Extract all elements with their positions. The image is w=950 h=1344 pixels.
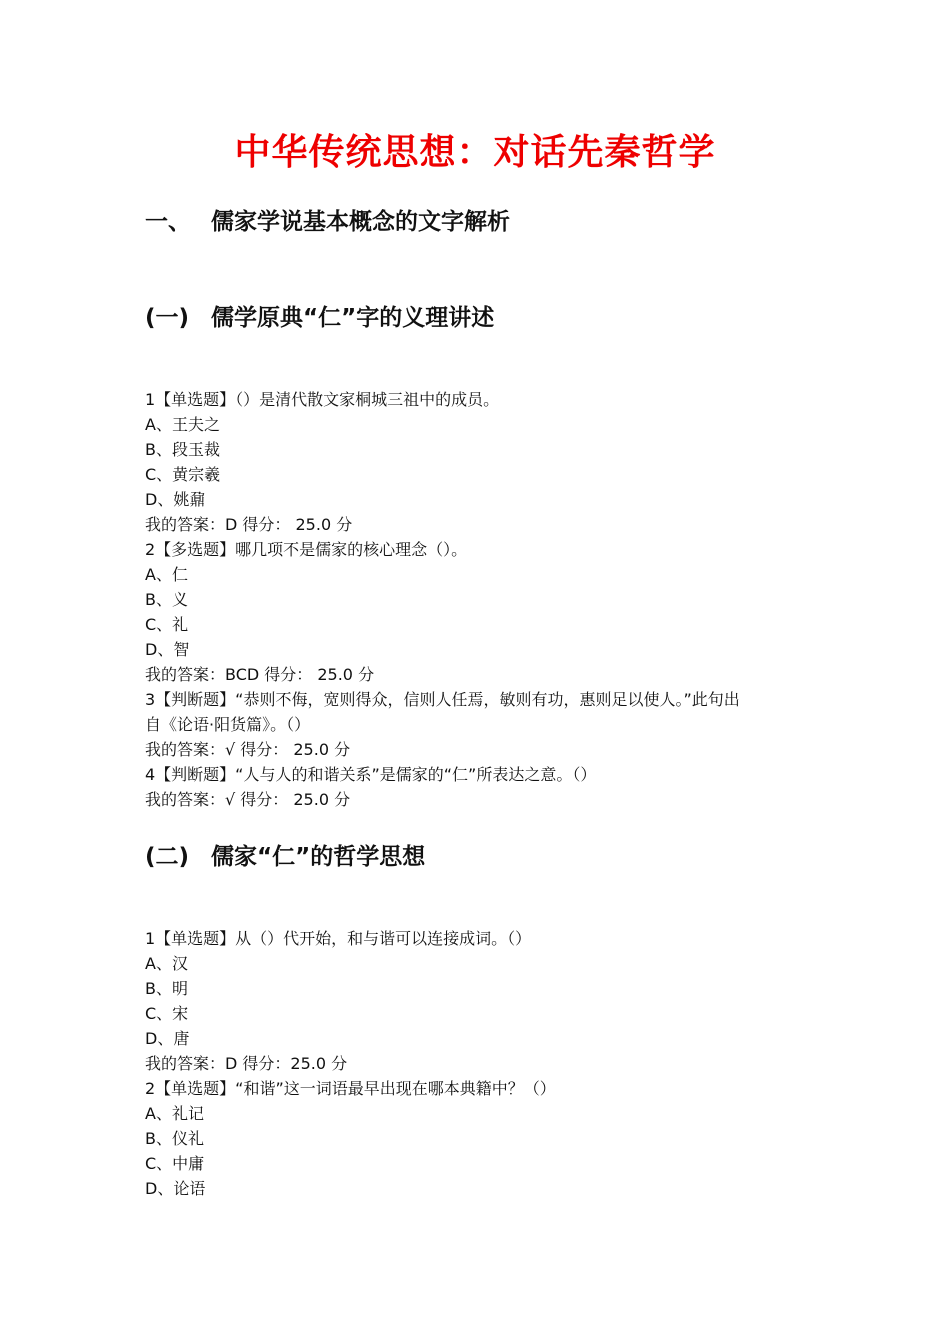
- option: B、段玉裁: [145, 440, 220, 459]
- question-list-2: [145, 926, 815, 1201]
- question-list-1: [145, 387, 815, 812]
- option: A、仁: [145, 565, 188, 584]
- option: D、智: [145, 640, 190, 659]
- option: A、王夫之: [145, 415, 220, 434]
- section-number: (二): [145, 844, 190, 870]
- option: C、黄宗羲: [145, 465, 221, 484]
- question-stem: 1【单选题】从（）代开始，和与谐可以连接成词。（）: [145, 929, 532, 948]
- question-stem: 3【判断题】“恭则不侮，宽则得众，信则人任焉，敏则有功，惠则足以使人。”此句出: [145, 690, 740, 709]
- chapter-number: 一、: [145, 209, 191, 235]
- option: D、姚鼐: [145, 490, 206, 509]
- option: A、汉: [145, 954, 188, 973]
- chapter-heading: [145, 207, 510, 237]
- answer-line: 我的答案：BCD 得分： 25.0 分: [145, 665, 375, 684]
- section-heading-1: [145, 303, 494, 333]
- option: B、明: [145, 979, 188, 998]
- option: A、礼记: [145, 1104, 204, 1123]
- answer-line: 我的答案：D 得分： 25.0 分: [145, 515, 353, 534]
- section-number: (一): [145, 305, 190, 331]
- question-stem: 4【判断题】“人与人的和谐关系”是儒家的“仁”所表达之意。（）: [145, 765, 597, 784]
- document-title: 中华传统思想：对话先秦哲学: [234, 131, 716, 173]
- chapter-title: 儒家学说基本概念的文字解析: [211, 209, 510, 235]
- section-title: 儒学原典“仁”字的义理讲述: [211, 305, 495, 331]
- option: D、论语: [145, 1179, 206, 1198]
- answer-line: 我的答案：D 得分：25.0 分: [145, 1054, 348, 1073]
- section-heading-2: [145, 842, 425, 872]
- option: C、宋: [145, 1004, 189, 1023]
- section-title: 儒家“仁”的哲学思想: [211, 844, 426, 870]
- question-stem: 2【单选题】“和谐”这一词语最早出现在哪本典籍中？（）: [145, 1079, 556, 1098]
- option: C、中庸: [145, 1154, 205, 1173]
- question-stem: 2【多选题】哪几项不是儒家的核心理念（）。: [145, 540, 468, 559]
- question-stem: 1【单选题】（）是清代散文家桐城三祖中的成员。: [145, 390, 500, 409]
- option: D、唐: [145, 1029, 190, 1048]
- answer-line: 我的答案：√ 得分： 25.0 分: [145, 740, 351, 759]
- question-stem-continued: 自《论语·阳货篇》。（）: [145, 715, 311, 734]
- option: B、义: [145, 590, 188, 609]
- option: B、仪礼: [145, 1129, 204, 1148]
- option: C、礼: [145, 615, 189, 634]
- answer-line: 我的答案：√ 得分： 25.0 分: [145, 790, 351, 809]
